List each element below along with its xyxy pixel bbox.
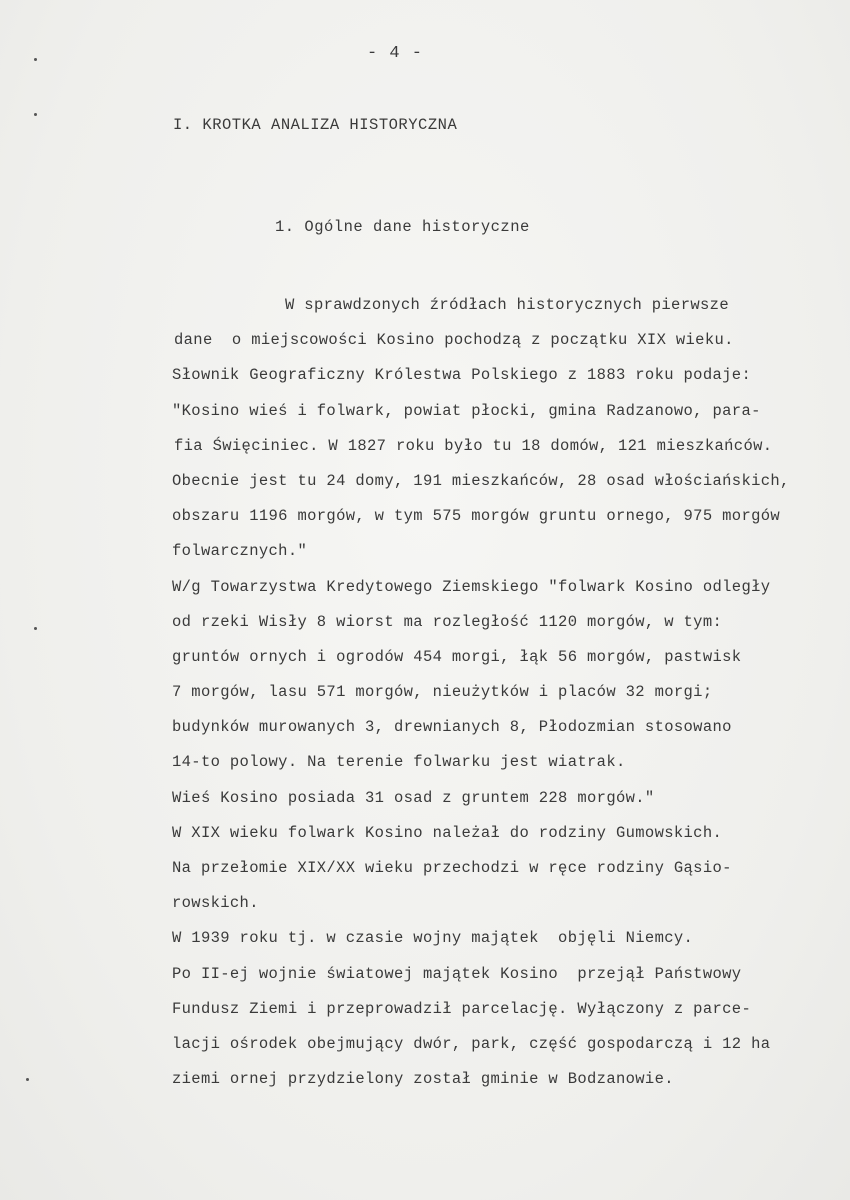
- text-line: Na przełomie XIX/XX wieku przechodzi w ręce rodziny Gąsio-: [172, 859, 732, 877]
- text-line: rowskich.: [172, 894, 259, 913]
- text-line: dane o miejscowości Kosino pochodzą z początku XIX wieku.: [174, 331, 734, 350]
- text-line: W XIX wieku folwark Kosino należał do rodziny Gumowskich.: [172, 823, 723, 842]
- text-line: W/g Towarzystwa Kredytowego Ziemskiego "folwark Kosino odległy: [172, 577, 771, 596]
- text-line: lacji ośrodek obejmujący dwór, park, część gospodarczą i 12 ha: [172, 1034, 771, 1053]
- text-line: od rzeki Wisły 8 wiorst ma rozległość 1120 morgów, w tym:: [172, 612, 723, 631]
- text-line: fia Święciniec. W 1827 roku było tu 18 domów, 121 mieszkańców.: [174, 436, 773, 455]
- text-line: Po II-ej wojnie światowej majątek Kosino przejął Państwowy: [172, 964, 742, 983]
- text-line: 14-to polowy. Na terenie folwarku jest wiatrak.: [172, 753, 626, 772]
- page-number: - 4 -: [366, 44, 423, 63]
- chapter-title: I. KROTKA ANALIZA HISTORYCZNA: [173, 116, 458, 134]
- margin-mark: [26, 1078, 29, 1081]
- text-line: 7 morgów, lasu 571 morgów, nieużytków i placów 32 morgi;: [172, 683, 713, 702]
- section-title: 1. Ogólne dane historyczne: [275, 218, 530, 236]
- body-text: [172, 288, 832, 1097]
- text-line: "Kosino wieś i folwark, powiat płocki, gmina Radzanowo, para-: [172, 401, 761, 420]
- text-line: Wieś Kosino posiada 31 osad z gruntem 228 morgów.": [172, 788, 655, 807]
- margin-mark: [34, 627, 37, 630]
- text-line: folwarcznych.": [172, 542, 308, 561]
- text-line: Słownik Geograficzny Królestwa Polskiego z 1883 roku podaje:: [172, 366, 752, 385]
- text-line: budynków murowanych 3, drewnianych 8, Płodozmian stosowano: [172, 718, 732, 737]
- margin-mark: [34, 113, 37, 116]
- text-line: Fundusz Ziemi i przeprowadził parcelację. Wyłączony z parce-: [172, 999, 752, 1018]
- text-line: obszaru 1196 morgów, w tym 575 morgów gruntu ornego, 975 morgów: [172, 507, 781, 526]
- text-line: W 1939 roku tj. w czasie wojny majątek objęli Niemcy.: [172, 929, 694, 948]
- text-line: gruntów ornych i ogrodów 454 morgi, łąk 56 morgów, pastwisk: [172, 647, 742, 666]
- text-line: ziemi ornej przydzielony został gminie w Bodzanowie.: [172, 1070, 674, 1089]
- text-line: W sprawdzonych źródłach historycznych pierwsze: [285, 296, 729, 314]
- text-line: Obecnie jest tu 24 domy, 191 mieszkańców, 28 osad włościańskich,: [172, 471, 790, 490]
